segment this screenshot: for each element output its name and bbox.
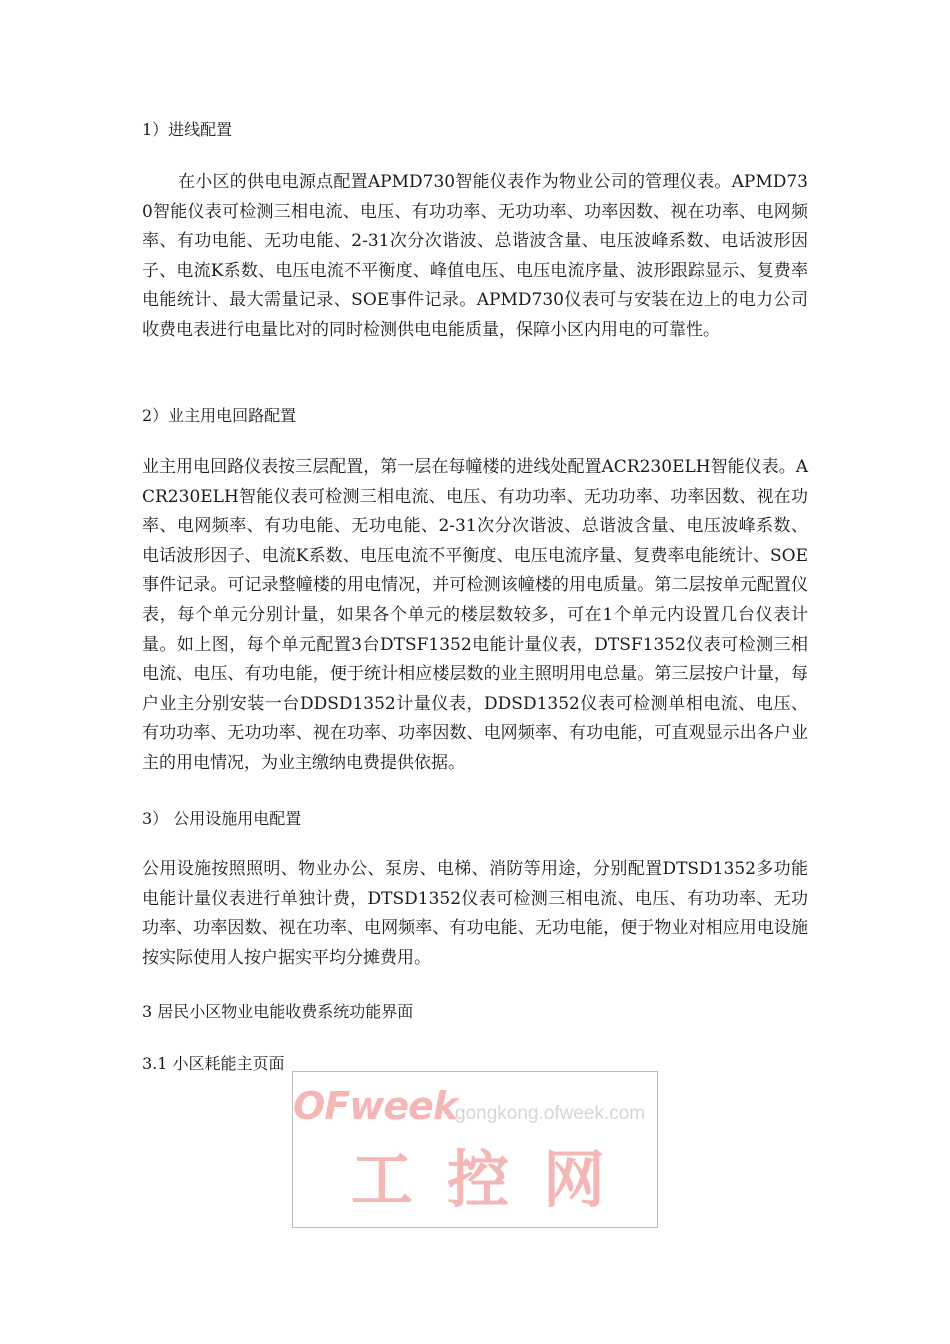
section-1-heading: 1）进线配置 <box>142 120 233 139</box>
section-3-heading: 3） 公用设施用电配置 <box>142 809 302 828</box>
ofweek-watermark-logo: OFweek <box>293 1084 458 1128</box>
watermark-site-name: 工控网 <box>351 1143 640 1216</box>
section-2-paragraph: 业主用电回路仪表按三层配置，第一层在每幢楼的进线处配置ACR230ELH智能仪表。ACR230ELH智能仪表可检测三相电流、电压、有功功率、无功功率、功率因数、视在功率、电网频率、有功电能、无功电能、2-31次分次谐波、总谐波含量、电压波峰系数、电话波形因子、电流K系数、电压电流不平衡度、电压电流序量、复费率电能统计、SOE事件记录。可记录整幢楼的用电情况，并可检测该幢楼的用电质量。第二层按单元配置仪表，每个单元分别计量，如果各个单元的楼层数较多，可在1个单元内设置几台仪表计量。如上图，每个单元配置3台DTSF1352电能计量仪表，DTSF1352仪表可检测三相电流、电压、有功电能，便于统计相应楼层数的业主照明用电总量。第三层按户计量，每户业主分别安装一台DDSD1352计量仪表，DDSD1352仪表可检测单相电流、电压、有功功率、无功功率、视在功率、功率因数、电网频率、有功电能，可直观显示出各户业主的用电情况，为业主缴纳电费提供依据。 <box>142 457 808 773</box>
subsection-heading: 3.1 小区耗能主页面 <box>142 1054 285 1073</box>
section-1-paragraph: 在小区的供电电源点配置APMD730智能仪表作为物业公司的管理仪表。APMD730智能仪表可检测三相电流、电压、有功功率、无功功率、功率因数、视在功率、电网频率、有功电能、无功电能、2-31次分次谐波、总谐波含量、电压波峰系数、电话波形因子、电流K系数、电压电流不平衡度、峰值电压、电压电流序量、波形跟踪显示、复费率电能统计、最大需量记录、SOE事件记录。APMD730仪表可与安装在边上的电力公司收费电表进行电量比对的同时检测供电电能质量，保障小区内用电的可靠性。 <box>142 172 808 340</box>
chapter-heading: 3 居民小区物业电能收费系统功能界面 <box>142 1002 414 1021</box>
figure-placeholder-image <box>292 1071 658 1228</box>
watermark-url: gongkong.ofweek.com <box>455 1103 646 1124</box>
section-3-paragraph: 公用设施按照照明、物业办公、泵房、电梯、消防等用途，分别配置DTSD1352多功能电能计量仪表进行单独计费，DTSD1352仪表可检测三相电流、电压、有功功率、无功功率、功率因数、视在功率、电网频率、有功电能、无功电能，便于物业对相应用电设施按实际使用人按户据实平均分摊费用。 <box>142 859 808 968</box>
section-2-heading: 2）业主用电回路配置 <box>142 406 297 425</box>
